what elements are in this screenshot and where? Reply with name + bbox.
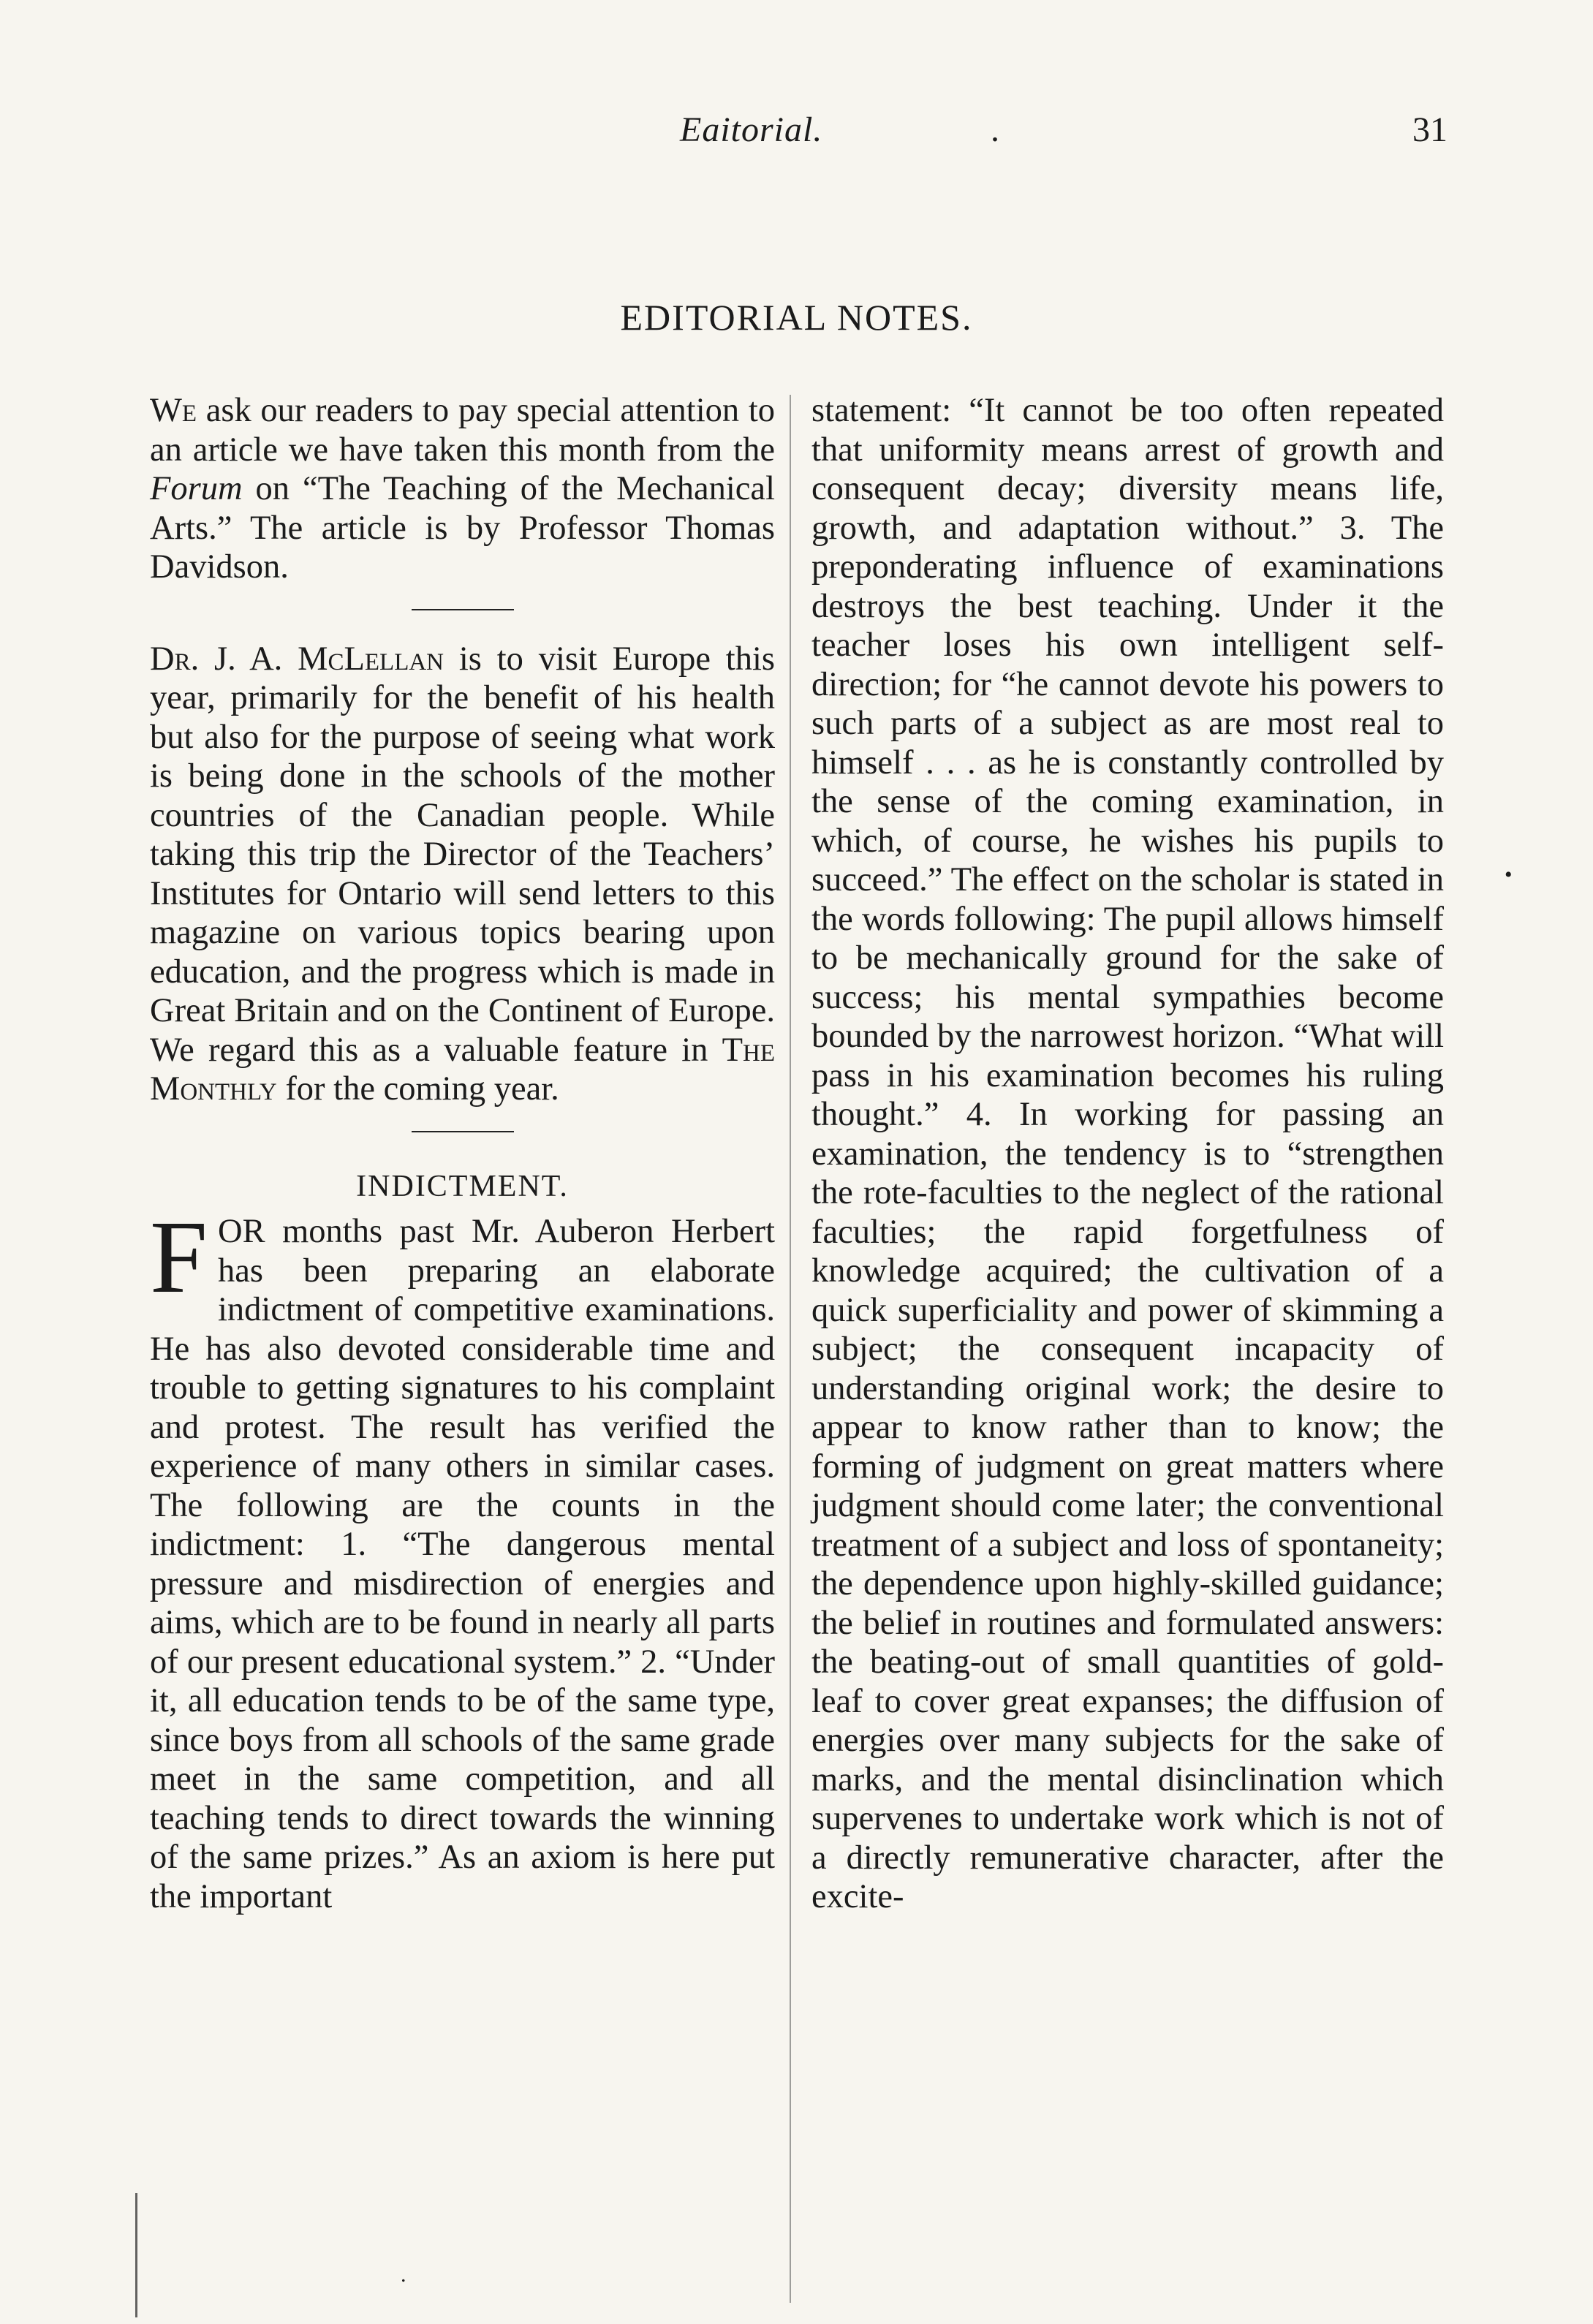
indictment-text: months past Mr. Auberon Herbert has been preparing an elaborate indictment of competitive examinations. He has also devoted considerable time and trouble to getting signatures to his complaint and protest. The result has verified the experience of many others in similar cases. The following are the counts in the indictment: 1. “The dangerous mental pressure and misdirection of energies and aims, which are to be found in nearly all parts of our present educational system.” 2. “Under it, all education tends to be of the same type, since boys from all schools of the same grade meet in the same competition, and all teaching tends to direct towards the winning of the same prizes.” As an axiom is here put the important <box>150 1213 775 1915</box>
separator-rule <box>412 609 514 610</box>
page-header <box>139 110 1448 168</box>
right-column <box>811 391 1444 1917</box>
footer-dot: . <box>401 2263 406 2287</box>
binding-edge-bar <box>135 2193 137 2317</box>
margin-mark: • <box>1505 863 1513 887</box>
separator-rule <box>412 1131 514 1132</box>
indictment-heading: INDICTMENT. <box>356 1169 569 1203</box>
note1-lead: We <box>150 392 197 429</box>
column-rule <box>790 395 791 2303</box>
header-dot: . <box>991 110 999 149</box>
indictment-continuation: statement: “It cannot be too often repeated that uniformity means arrest of growth and consequent decay; diversity means life, growth, and adaptation without.” 3. The preponderating influence of examinations destroys the best teaching. Under it the teacher loses his own intelligent self-direction; for “he cannot devote his powers to such parts of a subject as are most real to himself . . . as he is constantly controlled by the sense of the coming examination, in which, of course, he wishes his pupils to succeed.” The effect on the scholar is stated in the words following: The pupil allows himself to be mechanically ground for the sake of success; his mental sympathies become bounded by the narrowest horizon. “What will pass in his examination becomes his ruling thought.” 4. In working for passing an examination, the tendency is to “strengthen the rote-faculties to the neglect of the rational faculties; the rapid forgetfulness of knowledge acquired; the cultivation of a quick superficiality and power of skimming a subject; the consequent incapacity of understanding original work; the desire to appear to know rather than to know; the forming of judgment on great matters where judgment should come later; the conventional treatment of a subject and loss of spontaneity; the dependence upon highly-skilled guidance; the belief in routines and formulated answers: the beating-out of small quantities of gold-leaf to cover great expanses; the diffusion of energies over many subjects for the sake of marks, and the mental disinclination which supervenes to undertake work which is not of a directly remunerative character, after the excite- <box>811 392 1444 1915</box>
drop-cap: F <box>150 1199 208 1314</box>
indictment-paragraph <box>150 1199 775 1916</box>
note2-magazine: The Monthly <box>150 1031 775 1108</box>
note1-text-b: on “The Teaching of the Mechanical Arts.” The article is by Professor Thomas Davidson. <box>150 470 775 586</box>
indictment-lead: OR <box>217 1213 265 1250</box>
note1-text-a: ask our readers to pay special attention to an article we have taken this month from the <box>150 392 775 469</box>
section-title: EDITORIAL NOTES. <box>620 297 973 338</box>
note2-lead: Dr. J. A. McLellan <box>150 640 444 678</box>
note2-text-b: for the coming year. <box>276 1070 559 1108</box>
note2-text-a: is to visit Europe this year, primarily for the benefit of his health but also for the purpose of seeing what work is being done in the schools of the mother countries of the Canadian people. While taking this trip the Director of the Teachers’ Institutes for Ontario will send letters to this magazine on various topics bearing upon education, and the progress which is made in Great Britain and on the Continent of Europe. We regard this as a valuable feature in <box>150 640 775 1069</box>
note-mclellan <box>150 640 775 1109</box>
note-forum-article <box>150 391 775 587</box>
running-head: Eaitorial. <box>680 110 823 149</box>
page-number: 31 <box>1412 110 1448 149</box>
note1-journal: Forum <box>150 470 243 507</box>
left-column <box>150 391 775 1916</box>
